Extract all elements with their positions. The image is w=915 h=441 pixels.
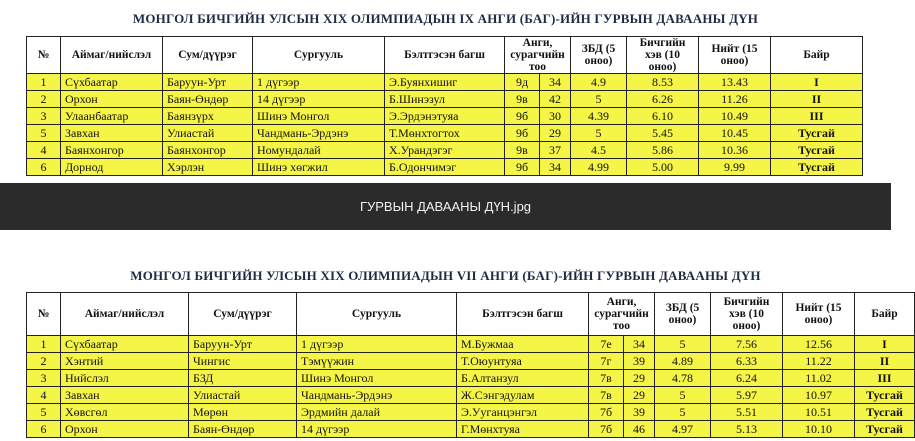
image-filename: ГУРВЫН ДАВААНЫ ДҮН.jpg bbox=[359, 199, 532, 214]
district-cell: Хэрлэн bbox=[163, 159, 253, 176]
school-cell: 14 дүгээр bbox=[297, 421, 457, 438]
school-cell: 1 дүгээр bbox=[297, 336, 457, 353]
student-count-cell: 34 bbox=[540, 74, 571, 91]
header-handwriting: Бичгийн хэв (10 оноо) bbox=[627, 37, 699, 74]
district-cell: Чингис bbox=[189, 353, 297, 370]
row-number-cell: 5 bbox=[27, 404, 61, 421]
zbd-score-cell: 4.5 bbox=[571, 142, 627, 159]
total-score-cell: 13.43 bbox=[699, 74, 771, 91]
school-cell: Номундалай bbox=[253, 142, 385, 159]
class-cell: 7е bbox=[589, 336, 624, 353]
header-total: Нийт (15 оноо) bbox=[783, 293, 855, 336]
total-score-cell: 11.26 bbox=[699, 91, 771, 108]
class-cell: 7г bbox=[589, 353, 624, 370]
table-row bbox=[27, 336, 915, 353]
place-cell: Тусгай bbox=[771, 159, 863, 176]
row-number-cell: 2 bbox=[27, 353, 61, 370]
school-cell: Шинэ хөгжил bbox=[253, 159, 385, 176]
province-cell: Завхан bbox=[61, 125, 163, 142]
class-cell: 9б bbox=[505, 108, 540, 125]
class-cell: 9б bbox=[505, 125, 540, 142]
table-row bbox=[27, 74, 863, 91]
header-teacher: Бэлтгэсэн багш bbox=[457, 293, 589, 336]
table-header-row bbox=[27, 293, 915, 336]
header-class-count: Анги, сурагчийн тоо bbox=[505, 37, 571, 74]
student-count-cell: 37 bbox=[540, 142, 571, 159]
handwriting-score-cell: 6.33 bbox=[711, 353, 783, 370]
row-number-cell: 3 bbox=[27, 108, 61, 125]
total-score-cell: 10.51 bbox=[783, 404, 855, 421]
school-cell: 14 дүгээр bbox=[253, 91, 385, 108]
table-row bbox=[27, 125, 863, 142]
student-count-cell: 30 bbox=[540, 108, 571, 125]
teacher-cell: Х.Урандэгэг bbox=[385, 142, 505, 159]
school-cell: Шинэ Монгол bbox=[253, 108, 385, 125]
province-cell: Орхон bbox=[61, 421, 189, 438]
table-row bbox=[27, 108, 863, 125]
student-count-cell: 29 bbox=[540, 125, 571, 142]
header-province: Аймаг/нийслэл bbox=[61, 37, 163, 74]
handwriting-score-cell: 5.97 bbox=[711, 387, 783, 404]
district-cell: Баянзүрх bbox=[163, 108, 253, 125]
teacher-cell: Э.Буянхишиг bbox=[385, 74, 505, 91]
row-number-cell: 3 bbox=[27, 370, 61, 387]
handwriting-score-cell: 6.26 bbox=[627, 91, 699, 108]
grade7-table-body bbox=[27, 336, 915, 438]
student-count-cell: 46 bbox=[624, 421, 655, 438]
zbd-score-cell: 4.99 bbox=[571, 159, 627, 176]
class-cell: 7б bbox=[589, 421, 624, 438]
header-total: Нийт (15 оноо) bbox=[699, 37, 771, 74]
teacher-cell: Б.Одончимэг bbox=[385, 159, 505, 176]
province-cell: Завхан bbox=[61, 387, 189, 404]
handwriting-score-cell: 5.51 bbox=[711, 404, 783, 421]
class-cell: 9в bbox=[505, 91, 540, 108]
place-cell: III bbox=[771, 108, 863, 125]
zbd-score-cell: 5 bbox=[655, 336, 711, 353]
province-cell: Баянхонгор bbox=[61, 142, 163, 159]
teacher-cell: Э.Эрдэнэтуяа bbox=[385, 108, 505, 125]
teacher-cell: Б.Шинэзул bbox=[385, 91, 505, 108]
table-row bbox=[27, 404, 915, 421]
teacher-cell: Э.Ууганцэнгэл bbox=[457, 404, 589, 421]
total-score-cell: 10.49 bbox=[699, 108, 771, 125]
table-row bbox=[27, 387, 915, 404]
class-cell: 7в bbox=[589, 387, 624, 404]
header-place: Байр bbox=[855, 293, 915, 336]
place-cell: Тусгай bbox=[855, 404, 915, 421]
header-district: Сум/дүүрэг bbox=[163, 37, 253, 74]
row-number-cell: 1 bbox=[27, 336, 61, 353]
header-school: Сургууль bbox=[297, 293, 457, 336]
student-count-cell: 39 bbox=[624, 353, 655, 370]
zbd-score-cell: 4.97 bbox=[655, 421, 711, 438]
class-cell: 7б bbox=[589, 404, 624, 421]
teacher-cell: Г.Мөнхтуяа bbox=[457, 421, 589, 438]
province-cell: Хөвсгөл bbox=[61, 404, 189, 421]
zbd-score-cell: 5 bbox=[655, 404, 711, 421]
header-zbd: ЗБД (5 оноо) bbox=[655, 293, 711, 336]
zbd-score-cell: 4.9 bbox=[571, 74, 627, 91]
teacher-cell: Т.Мөнхтогтох bbox=[385, 125, 505, 142]
header-school: Сургууль bbox=[253, 37, 385, 74]
school-cell: Эрдмийн далай bbox=[297, 404, 457, 421]
handwriting-score-cell: 6.10 bbox=[627, 108, 699, 125]
student-count-cell: 39 bbox=[624, 404, 655, 421]
handwriting-score-cell: 7.56 bbox=[711, 336, 783, 353]
header-class-count: Анги, сурагчийн тоо bbox=[589, 293, 655, 336]
grade9-results-table bbox=[26, 36, 863, 176]
header-place: Байр bbox=[771, 37, 863, 74]
district-cell: Баруун-Урт bbox=[189, 336, 297, 353]
teacher-cell: Т.Оюунтуяа bbox=[457, 353, 589, 370]
class-cell: 7в bbox=[589, 370, 624, 387]
handwriting-score-cell: 5.86 bbox=[627, 142, 699, 159]
place-cell: II bbox=[855, 353, 915, 370]
district-cell: БЗД bbox=[189, 370, 297, 387]
total-score-cell: 11.22 bbox=[783, 353, 855, 370]
district-cell: Баруун-Урт bbox=[163, 74, 253, 91]
table-row bbox=[27, 370, 915, 387]
row-number-cell: 6 bbox=[27, 421, 61, 438]
student-count-cell: 34 bbox=[624, 336, 655, 353]
results-image-grade7 bbox=[0, 230, 903, 441]
place-cell: II bbox=[771, 91, 863, 108]
province-cell: Нийслэл bbox=[61, 370, 189, 387]
header-province: Аймаг/нийслэл bbox=[61, 293, 189, 336]
zbd-score-cell: 4.39 bbox=[571, 108, 627, 125]
total-score-cell: 9.99 bbox=[699, 159, 771, 176]
table-row bbox=[27, 91, 863, 108]
school-cell: Тэмүүжин bbox=[297, 353, 457, 370]
place-cell: I bbox=[771, 74, 863, 91]
image-caption-bar bbox=[0, 183, 891, 230]
class-cell: 9д bbox=[505, 74, 540, 91]
school-cell: Шинэ Монгол bbox=[297, 370, 457, 387]
header-teacher: Бэлтгэсэн багш bbox=[385, 37, 505, 74]
teacher-cell: М.Бужмаа bbox=[457, 336, 589, 353]
place-cell: Тусгай bbox=[855, 387, 915, 404]
place-cell: III bbox=[855, 370, 915, 387]
grade9-title: МОНГОЛ БИЧГИЙН УЛСЫН XIX ОЛИМПИАДЫН IX АНГИ (БАГ)-ИЙН ГУРВЫН ДАВААНЫ ДҮН bbox=[132, 11, 759, 26]
row-number-cell: 2 bbox=[27, 91, 61, 108]
total-score-cell: 11.02 bbox=[783, 370, 855, 387]
teacher-cell: Ж.Сэнгэдулам bbox=[457, 387, 589, 404]
province-cell: Улаанбаатар bbox=[61, 108, 163, 125]
handwriting-score-cell: 8.53 bbox=[627, 74, 699, 91]
header-number: № bbox=[27, 293, 61, 336]
table-row bbox=[27, 159, 863, 176]
total-score-cell: 10.10 bbox=[783, 421, 855, 438]
student-count-cell: 42 bbox=[540, 91, 571, 108]
teacher-cell: Б.Алтанзул bbox=[457, 370, 589, 387]
place-cell: Тусгай bbox=[771, 125, 863, 142]
total-score-cell: 10.36 bbox=[699, 142, 771, 159]
total-score-cell: 10.45 bbox=[699, 125, 771, 142]
district-cell: Баян-Өндөр bbox=[163, 91, 253, 108]
grade9-table-body bbox=[27, 74, 863, 176]
zbd-score-cell: 4.89 bbox=[655, 353, 711, 370]
row-number-cell: 4 bbox=[27, 387, 61, 404]
province-cell: Сүхбаатар bbox=[61, 74, 163, 91]
student-count-cell: 29 bbox=[624, 387, 655, 404]
student-count-cell: 34 bbox=[540, 159, 571, 176]
zbd-score-cell: 5 bbox=[571, 125, 627, 142]
class-cell: 9в bbox=[505, 142, 540, 159]
district-cell: Баянхонгор bbox=[163, 142, 253, 159]
province-cell: Орхон bbox=[61, 91, 163, 108]
place-cell: Тусгай bbox=[771, 142, 863, 159]
results-image-grade9 bbox=[0, 0, 891, 182]
zbd-score-cell: 4.78 bbox=[655, 370, 711, 387]
table-row bbox=[27, 142, 863, 159]
district-cell: Мөрөн bbox=[189, 404, 297, 421]
school-cell: Чандмань-Эрдэнэ bbox=[297, 387, 457, 404]
school-cell: 1 дүгээр bbox=[253, 74, 385, 91]
header-zbd: ЗБД (5 оноо) bbox=[571, 37, 627, 74]
total-score-cell: 12.56 bbox=[783, 336, 855, 353]
place-cell: I bbox=[855, 336, 915, 353]
row-number-cell: 6 bbox=[27, 159, 61, 176]
handwriting-score-cell: 5.13 bbox=[711, 421, 783, 438]
header-handwriting: Бичгийн хэв (10 оноо) bbox=[711, 293, 783, 336]
place-cell: Тусгай bbox=[855, 421, 915, 438]
province-cell: Хэнтий bbox=[61, 353, 189, 370]
student-count-cell: 29 bbox=[624, 370, 655, 387]
row-number-cell: 1 bbox=[27, 74, 61, 91]
table-row bbox=[27, 353, 915, 370]
table-row bbox=[27, 421, 915, 438]
handwriting-score-cell: 5.45 bbox=[627, 125, 699, 142]
row-number-cell: 5 bbox=[27, 125, 61, 142]
grade7-title: МОНГОЛ БИЧГИЙН УЛСЫН XIX ОЛИМПИАДЫН VII АНГИ (БАГ)-ИЙН ГУРВЫН ДАВААНЫ ДҮН bbox=[130, 268, 761, 283]
district-cell: Баян-Өндөр bbox=[189, 421, 297, 438]
district-cell: Улиастай bbox=[163, 125, 253, 142]
province-cell: Дорнод bbox=[61, 159, 163, 176]
grade7-results-table bbox=[26, 292, 915, 438]
school-cell: Чандмань-Эрдэнэ bbox=[253, 125, 385, 142]
handwriting-score-cell: 6.24 bbox=[711, 370, 783, 387]
province-cell: Сүхбаатар bbox=[61, 336, 189, 353]
zbd-score-cell: 5 bbox=[571, 91, 627, 108]
handwriting-score-cell: 5.00 bbox=[627, 159, 699, 176]
row-number-cell: 4 bbox=[27, 142, 61, 159]
zbd-score-cell: 5 bbox=[655, 387, 711, 404]
table-header-row bbox=[27, 37, 863, 74]
total-score-cell: 10.97 bbox=[783, 387, 855, 404]
header-district: Сум/дүүрэг bbox=[189, 293, 297, 336]
header-number: № bbox=[27, 37, 61, 74]
class-cell: 9б bbox=[505, 159, 540, 176]
district-cell: Улиастай bbox=[189, 387, 297, 404]
